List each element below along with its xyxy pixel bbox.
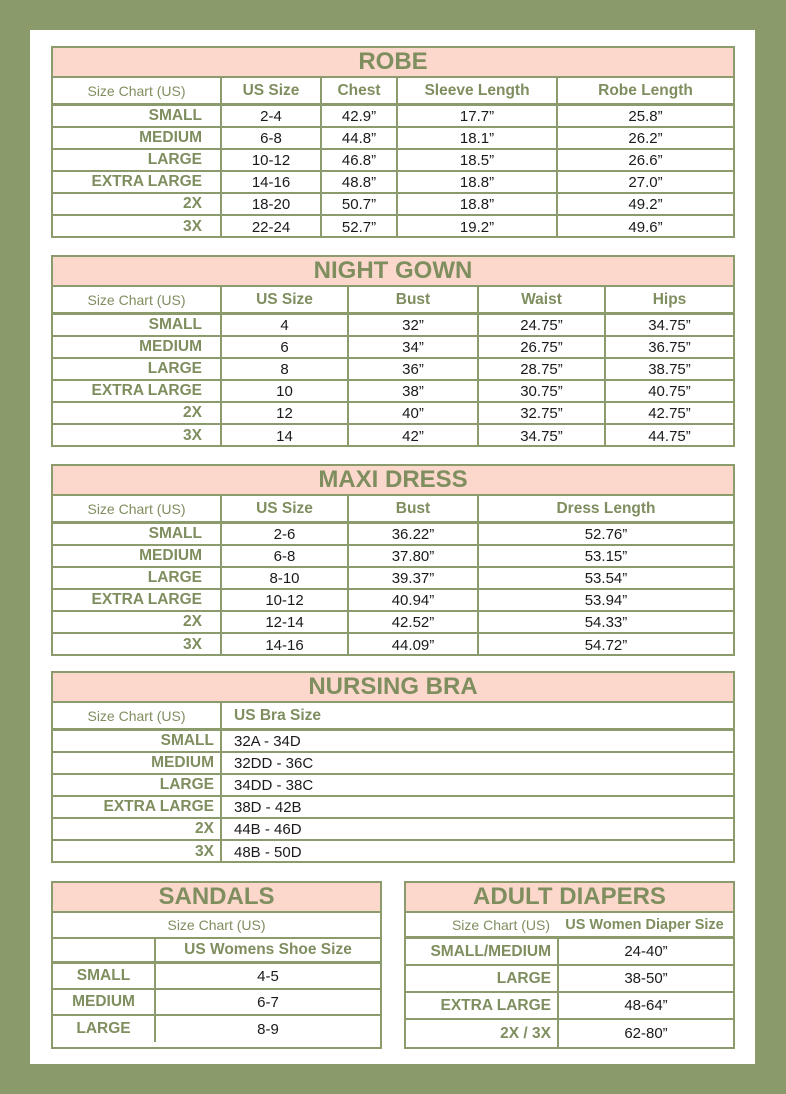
table-cell: 53.15” [584, 547, 628, 565]
table-cell: 8-9 [257, 1020, 279, 1038]
table-cell: 49.6” [628, 218, 663, 236]
sandals-header-row [53, 939, 380, 964]
column-header: Robe Length [598, 81, 693, 99]
table-cell: 36” [349, 359, 479, 379]
table-cell: 36.75” [648, 338, 691, 356]
table-row [53, 425, 733, 447]
table-cell: 42” [349, 425, 479, 447]
table-cell: 4-5 [257, 967, 279, 985]
table-cell: 17.7” [398, 106, 558, 126]
size-label: MEDIUM [53, 990, 156, 1014]
table-row [53, 841, 733, 863]
table-cell: 18.8” [398, 172, 558, 192]
table-cell: 38” [349, 381, 479, 401]
table-cell: 18.1” [398, 128, 558, 148]
column-header: US Size [222, 78, 322, 103]
table-cell: 27.0” [628, 173, 663, 191]
nursing-bra-table [51, 671, 735, 863]
table-cell: 30.75” [479, 381, 606, 401]
table-row [53, 819, 733, 841]
table-cell: 2-6 [222, 524, 349, 544]
column-header: US Bra Size [234, 706, 322, 724]
table-row [406, 939, 733, 966]
table-cell: 42.52” [349, 612, 479, 632]
table-cell: 50.7” [322, 194, 398, 214]
table-cell: 39.37” [349, 568, 479, 588]
table-cell: 34DD - 38C [234, 776, 314, 794]
table-cell: 42.9” [322, 106, 398, 126]
table-cell: 38.75” [648, 360, 691, 378]
table-cell: 26.75” [479, 337, 606, 357]
column-header: Chest [322, 78, 398, 103]
night-gown-table [51, 255, 735, 447]
table-cell: 10 [222, 381, 349, 401]
table-cell: 52.7” [322, 216, 398, 238]
table-cell: 22-24 [222, 216, 322, 238]
table-cell: 40” [349, 403, 479, 423]
table-cell: 6-8 [222, 546, 349, 566]
table-cell: 46.8” [322, 150, 398, 170]
table-cell: 48-64” [624, 997, 668, 1014]
column-header: Dress Length [556, 499, 656, 517]
size-label: EXTRA LARGE [53, 797, 222, 817]
size-label: 3X [53, 841, 222, 863]
size-label: EXTRA LARGE [406, 993, 559, 1018]
table-cell: 14 [222, 425, 349, 447]
sandals-table [51, 881, 382, 1049]
table-row [53, 1016, 380, 1042]
size-label: LARGE [53, 1016, 156, 1042]
size-label: 2X [53, 819, 222, 839]
robe-title: ROBE [53, 48, 733, 78]
size-label: MEDIUM [53, 546, 222, 566]
table-cell: 34.75” [479, 425, 606, 447]
table-row [53, 612, 733, 634]
size-label: 3X [53, 425, 222, 447]
size-chart-label: Size Chart (US) [451, 916, 550, 933]
nursing-bra-header-row [53, 703, 733, 731]
table-cell: 52.76” [584, 525, 628, 543]
table-row [53, 797, 733, 819]
table-cell: 32DD - 36C [234, 754, 314, 772]
robe-table [51, 46, 735, 238]
table-cell: 6 [222, 337, 349, 357]
table-cell: 54.33” [584, 613, 628, 631]
size-label: 3X [53, 216, 222, 238]
table-cell: 24.75” [479, 315, 606, 335]
table-row [53, 194, 733, 216]
table-cell: 36.22” [349, 524, 479, 544]
table-row [53, 106, 733, 128]
robe-header-row [53, 78, 733, 106]
maxi-dress-header-row [53, 496, 733, 524]
size-chart-label: Size Chart (US) [53, 913, 380, 939]
table-cell: 48B - 50D [234, 843, 302, 861]
size-label: SMALL [53, 106, 222, 126]
table-row [53, 775, 733, 797]
table-cell: 8-10 [222, 568, 349, 588]
table-cell: 40.75” [648, 382, 691, 400]
column-header: Waist [479, 287, 606, 312]
size-label: 2X / 3X [406, 1020, 559, 1047]
table-cell: 26.6” [628, 151, 663, 169]
size-label: LARGE [53, 359, 222, 379]
nursing-bra-title: NURSING BRA [53, 673, 733, 703]
size-label: EXTRA LARGE [53, 381, 222, 401]
size-chart-label: Size Chart (US) [53, 703, 222, 728]
size-label: EXTRA LARGE [53, 590, 222, 610]
column-header: US Womens Shoe Size [184, 941, 352, 958]
size-label: MEDIUM [53, 753, 222, 773]
table-cell: 44.8” [322, 128, 398, 148]
table-cell: 44.75” [648, 427, 691, 445]
table-row [53, 381, 733, 403]
table-row [53, 731, 733, 753]
table-row [53, 359, 733, 381]
table-cell: 34” [349, 337, 479, 357]
size-label: SMALL [53, 964, 156, 988]
table-row [53, 524, 733, 546]
table-cell: 6-7 [257, 993, 279, 1011]
table-cell: 28.75” [479, 359, 606, 379]
table-cell: 12 [222, 403, 349, 423]
table-cell: 38-50” [624, 970, 668, 987]
table-cell: 38D - 42B [234, 798, 302, 816]
sandals-title: SANDALS [53, 883, 380, 913]
table-cell: 4 [222, 315, 349, 335]
table-cell: 53.54” [584, 569, 628, 587]
table-cell: 42.75” [648, 404, 691, 422]
table-cell: 14-16 [222, 634, 349, 656]
table-cell: 32A - 34D [234, 732, 301, 750]
table-row [53, 568, 733, 590]
maxi-dress-table [51, 464, 735, 656]
column-header: Sleeve Length [398, 78, 558, 103]
maxi-dress-title: MAXI DRESS [53, 466, 733, 496]
size-chart-label: Size Chart (US) [53, 496, 222, 521]
size-label: 3X [53, 634, 222, 656]
table-row [53, 753, 733, 775]
table-cell: 18.5” [398, 150, 558, 170]
adult-diapers-table [404, 881, 735, 1049]
table-cell: 34.75” [648, 316, 691, 334]
table-cell: 62-80” [624, 1025, 668, 1042]
size-label: MEDIUM [53, 337, 222, 357]
table-cell: 6-8 [222, 128, 322, 148]
size-label: 2X [53, 403, 222, 423]
table-cell: 32” [349, 315, 479, 335]
table-row [406, 993, 733, 1020]
column-header: US Women Diaper Size [565, 916, 724, 933]
table-cell: 10-12 [222, 150, 322, 170]
table-row [53, 337, 733, 359]
table-cell: 12-14 [222, 612, 349, 632]
table-cell: 40.94” [349, 590, 479, 610]
table-cell: 48.8” [322, 172, 398, 192]
night-gown-title: NIGHT GOWN [53, 257, 733, 287]
size-label: SMALL/MEDIUM [406, 939, 559, 964]
table-cell: 18.8” [398, 194, 558, 214]
column-header: Hips [652, 290, 687, 308]
size-label: EXTRA LARGE [53, 172, 222, 192]
table-row [53, 634, 733, 656]
table-cell: 19.2” [398, 216, 558, 238]
table-cell: 10-12 [222, 590, 349, 610]
size-label: LARGE [53, 568, 222, 588]
column-header: Bust [349, 496, 479, 521]
table-row [53, 216, 733, 238]
size-chart-label: Size Chart (US) [53, 78, 222, 103]
table-cell: 44B - 46D [234, 820, 302, 838]
table-row [53, 590, 733, 612]
table-cell: 32.75” [479, 403, 606, 423]
night-gown-header-row [53, 287, 733, 315]
table-row [406, 1020, 733, 1047]
table-row [53, 315, 733, 337]
table-cell: 14-16 [222, 172, 322, 192]
column-header: Bust [349, 287, 479, 312]
table-cell: 49.2” [628, 195, 663, 213]
table-cell: 26.2” [628, 129, 663, 147]
size-label: MEDIUM [53, 128, 222, 148]
size-label: SMALL [53, 315, 222, 335]
table-cell: 44.09” [349, 634, 479, 656]
table-cell: 53.94” [584, 591, 628, 609]
size-label: LARGE [406, 966, 559, 991]
column-header: US Size [222, 287, 349, 312]
size-label: 2X [53, 612, 222, 632]
table-row [53, 128, 733, 150]
size-label: SMALL [53, 731, 222, 751]
column-header: US Size [222, 496, 349, 521]
adult-diapers-title: ADULT DIAPERS [406, 883, 733, 913]
table-cell: 2-4 [222, 106, 322, 126]
table-row [53, 990, 380, 1016]
table-cell: 25.8” [628, 107, 663, 125]
size-label: 2X [53, 194, 222, 214]
table-cell: 8 [222, 359, 349, 379]
table-row [53, 172, 733, 194]
size-label: LARGE [53, 150, 222, 170]
table-row [53, 150, 733, 172]
size-label: SMALL [53, 524, 222, 544]
table-row [53, 964, 380, 990]
table-row [53, 403, 733, 425]
table-cell: 54.72” [584, 636, 628, 654]
adult-diapers-header-row [406, 913, 733, 939]
size-chart-label: Size Chart (US) [53, 287, 222, 312]
table-cell: 18-20 [222, 194, 322, 214]
size-label: LARGE [53, 775, 222, 795]
table-row [406, 966, 733, 993]
table-cell: 37.80” [349, 546, 479, 566]
table-row [53, 546, 733, 568]
blank-header-cell [53, 939, 156, 961]
table-cell: 24-40” [624, 943, 668, 960]
